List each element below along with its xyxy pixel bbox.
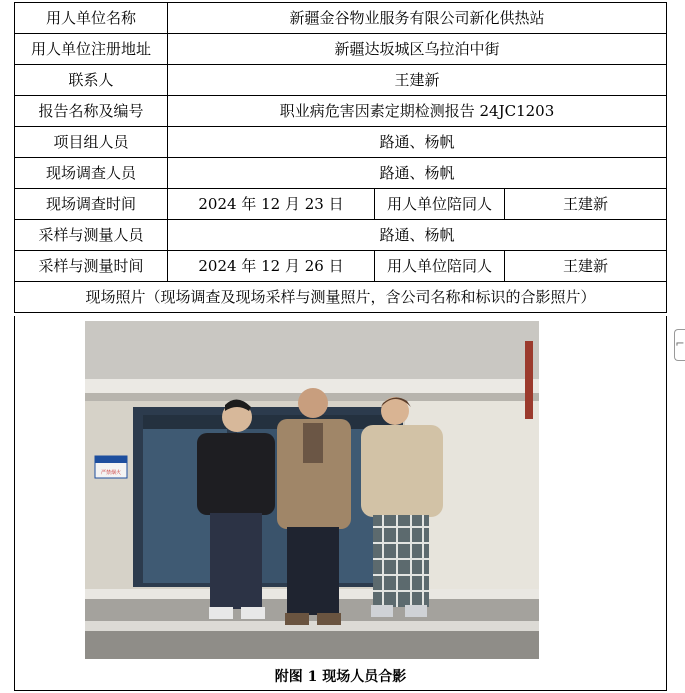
sampling-staff-value: 路通、杨帆	[168, 220, 667, 251]
survey-staff-label: 现场调查人员	[15, 158, 168, 189]
table-row	[15, 282, 667, 313]
survey-time-value: 2024 年 12 月 23 日	[168, 189, 375, 220]
table-row	[15, 3, 667, 34]
site-photo-drawing	[85, 321, 539, 659]
site-photo	[85, 321, 539, 659]
collapse-tab-icon[interactable]: ⌐	[674, 329, 685, 361]
table-row	[15, 220, 667, 251]
sampling-staff-label: 采样与测量人员	[15, 220, 168, 251]
survey-escort-value: 王建新	[505, 189, 667, 220]
table-row	[15, 251, 667, 282]
sampling-escort-value: 王建新	[505, 251, 667, 282]
sampling-time-label: 采样与测量时间	[15, 251, 168, 282]
survey-staff-value: 路通、杨帆	[168, 158, 667, 189]
table-row	[15, 65, 667, 96]
sampling-escort-label: 用人单位陪同人	[375, 251, 505, 282]
unit-name-value: 新疆金谷物业服务有限公司新化供热站	[168, 3, 667, 34]
table-row	[15, 34, 667, 65]
team-value: 路通、杨帆	[168, 127, 667, 158]
table-row	[15, 158, 667, 189]
address-value: 新疆达坂城区乌拉泊中街	[168, 34, 667, 65]
table-row	[15, 127, 667, 158]
photo-caption: 附图 1 现场人员合影	[274, 669, 407, 685]
info-table	[14, 2, 667, 313]
sampling-time-value: 2024 年 12 月 26 日	[168, 251, 375, 282]
sign-text: 严禁烟火	[100, 470, 122, 476]
report-value: 职业病危害因素定期检测报告 24JC1203	[168, 96, 667, 127]
survey-escort-label: 用人单位陪同人	[375, 189, 505, 220]
contact-label: 联系人	[15, 65, 168, 96]
unit-name-label: 用人单位名称	[15, 3, 168, 34]
photo-header: 现场照片（现场调查及现场采样与测量照片，含公司名称和标识的合影照片）	[15, 282, 667, 313]
address-label: 用人单位注册地址	[15, 34, 168, 65]
table-row	[15, 96, 667, 127]
team-label: 项目组人员	[15, 127, 168, 158]
photo-cell	[14, 316, 667, 691]
survey-time-label: 现场调查时间	[15, 189, 168, 220]
contact-value: 王建新	[168, 65, 667, 96]
report-label: 报告名称及编号	[15, 96, 168, 127]
table-row	[15, 189, 667, 220]
